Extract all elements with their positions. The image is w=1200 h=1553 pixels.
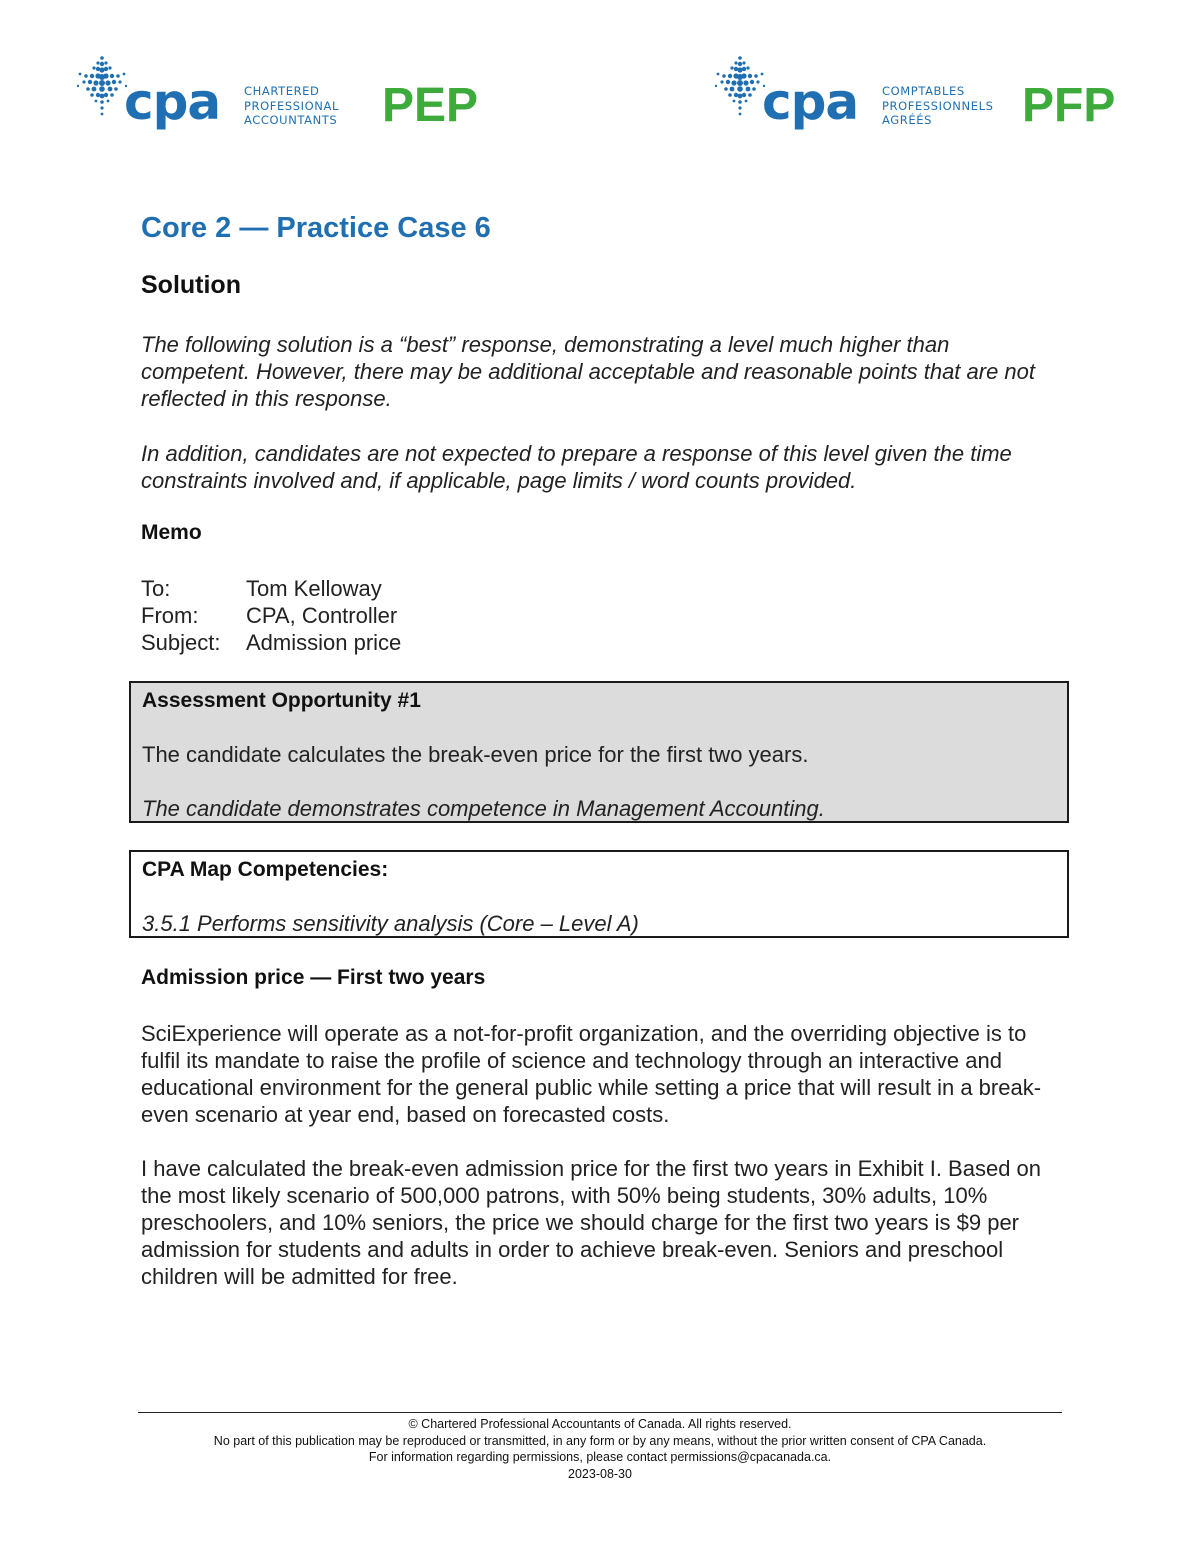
memo-value: CPA, Controller	[246, 603, 398, 628]
leaf-dot	[100, 94, 105, 99]
leaf-dot	[738, 94, 743, 99]
leaf-dot	[728, 93, 732, 97]
leaf-dot	[77, 85, 79, 87]
leaf-dot	[730, 87, 735, 92]
body-paragraph: I have calculated the break-even admission price for the first two years in Exhibit I. Based on the most likely scenario of 500,000 patrons, with 50% being students, 30% adults, 10% preschoolers, and 10% seniors, the price we should charge for the first two years is $9 per admission for students and adults in order to achieve break-even. Seniors and preschool children will be admitted for free.	[141, 1156, 1042, 1289]
maple-leaf-dots-icon	[710, 52, 770, 122]
memo-to-row	[141, 575, 401, 602]
tagline-line: AGRÉÉS	[882, 113, 932, 127]
memo-value: Admission price	[246, 630, 402, 655]
program-label: PEP	[382, 79, 479, 132]
leaf-dot	[110, 74, 114, 78]
tagline-line: CHARTERED	[244, 84, 320, 98]
leaf-dot	[720, 80, 723, 83]
leaf-dot	[748, 93, 752, 97]
cpa-map-competencies-box	[129, 850, 1069, 938]
leaf-dot	[733, 100, 736, 103]
leaf-dot	[112, 80, 116, 84]
assessment-opportunity-box	[129, 681, 1069, 823]
leaf-dot	[96, 93, 100, 97]
leaf-dot	[99, 67, 104, 72]
leaf-dot	[110, 93, 114, 97]
assessment-competence: The candidate demonstrates competence in Management Accounting.	[142, 796, 825, 821]
leaf-dot	[100, 56, 104, 60]
page-title: Core 2 — Practice Case 6	[141, 212, 491, 244]
leaf-dot	[728, 74, 732, 78]
logo-tagline	[244, 84, 374, 128]
leaf-dot	[90, 74, 94, 78]
cpa-wordmark: cpa	[762, 73, 859, 131]
leaf-dot	[748, 74, 752, 78]
leaf-dot	[742, 93, 746, 97]
leaf-dot	[745, 100, 748, 103]
footer-notice: No part of this publication may be reproduced or transmitted, in any form or by any means, without the prior written consent of CPA Canada.	[213, 1433, 987, 1448]
leaf-dot	[84, 74, 88, 78]
tagline-line: COMPTABLES	[882, 84, 965, 98]
leaf-dot	[738, 106, 741, 109]
leaf-dot	[737, 74, 743, 80]
leaf-dot	[108, 87, 113, 92]
tagline-line: PROFESSIONNELS	[882, 98, 994, 113]
assessment-description: The candidate calculates the break-even price for the first two years.	[142, 742, 809, 767]
leaf-dot	[104, 61, 107, 64]
leaf-dot	[715, 85, 717, 87]
leaf-dot	[739, 113, 742, 116]
leaf-dot	[738, 56, 742, 60]
leaf-dot	[107, 100, 110, 103]
leaf-dot	[754, 74, 758, 78]
competency-item: 3.5.1 Performs sensitivity analysis (Core – Level A)	[142, 911, 639, 936]
intro-paragraph: The following solution is a “best” response, demonstrating a level much higher than competent. However, there may be additional acceptable and reasonable points that are not reflected in this response.	[141, 332, 1036, 411]
leaf-dot	[737, 86, 743, 92]
leaf-dot	[99, 74, 105, 80]
memo-label: Memo	[141, 521, 202, 544]
footer-contact: For information regarding permissions, please contact permissions@cpacanada.ca.	[368, 1450, 832, 1464]
leaf-dot	[99, 80, 105, 86]
leaf-dot	[118, 80, 121, 83]
leaf-dot	[90, 93, 94, 97]
leaf-dot	[82, 80, 85, 83]
leaf-dot	[750, 80, 754, 84]
leaf-dot	[95, 100, 98, 103]
leaf-dot	[738, 62, 742, 66]
memo-key: From:	[141, 603, 199, 628]
memo-header	[141, 575, 401, 656]
leaf-dot	[100, 62, 104, 66]
leaf-dot	[717, 73, 720, 76]
leaf-dot	[96, 61, 99, 64]
leaf-dot	[101, 113, 104, 116]
maple-leaf-dots-icon	[72, 52, 132, 122]
section-heading: Admission price — First two years	[141, 966, 486, 989]
page-subtitle: Solution	[141, 271, 241, 299]
leaf-dot	[743, 80, 748, 85]
tagline-line: ACCOUNTANTS	[244, 113, 338, 127]
leaf-dot	[86, 87, 90, 91]
cpa-wordmark: cpa	[124, 73, 221, 131]
leaf-dot	[108, 66, 111, 69]
memo-key: Subject:	[141, 630, 221, 655]
memo-subject-row	[141, 629, 401, 656]
leaf-dot	[737, 80, 743, 86]
leaf-dot	[88, 80, 92, 84]
logo-tagline	[882, 84, 1012, 128]
footer-divider	[138, 1412, 1062, 1413]
leaf-dot	[726, 80, 730, 84]
leaf-dot	[738, 100, 742, 104]
page-footer	[0, 1416, 1200, 1482]
memo-from-row	[141, 602, 401, 629]
tagline-line: PROFESSIONAL	[244, 98, 339, 113]
leaf-dot	[105, 80, 110, 85]
leaf-dot	[730, 66, 733, 69]
cpa-logo-english	[72, 52, 492, 142]
leaf-dot	[734, 61, 737, 64]
leaf-dot	[100, 106, 103, 109]
leaf-dot	[734, 93, 738, 97]
assessment-header: Assessment Opportunity #1	[142, 689, 421, 712]
leaf-dot	[116, 74, 120, 78]
leaf-dot	[746, 66, 749, 69]
leaf-dot	[722, 74, 726, 78]
memo-key: To:	[141, 576, 171, 601]
intro-paragraph: In addition, candidates are not expected to prepare a response of this level given the time constraints involved and, if applicable, page limits / word counts provided.	[141, 441, 1012, 493]
footer-copyright: © Chartered Professional Accountants of Canada. All rights reserved.	[408, 1417, 792, 1431]
leaf-dot	[100, 100, 104, 104]
leaf-dot	[93, 80, 98, 85]
leaf-dot	[731, 80, 736, 85]
leaf-dot	[114, 87, 118, 91]
leaf-dot	[104, 93, 108, 97]
leaf-dot	[742, 61, 745, 64]
leaf-dot	[756, 80, 759, 83]
leaf-dot	[752, 87, 756, 91]
leaf-dot	[99, 86, 105, 92]
leaf-dot	[746, 87, 751, 92]
leaf-dot	[92, 87, 97, 92]
leaf-dot	[92, 66, 95, 69]
competencies-header: CPA Map Competencies:	[142, 858, 389, 881]
program-label: PFP	[1022, 79, 1116, 132]
leaf-dot	[724, 87, 728, 91]
footer-date: 2023-08-30	[568, 1466, 632, 1481]
memo-value: Tom Kelloway	[246, 576, 382, 601]
leaf-dot	[79, 73, 82, 76]
body-paragraph: SciExperience will operate as a not-for-profit organization, and the overriding objective is to fulfil its mandate to raise the profile of science and technology through an interactive and educational environment for the general public while setting a price that will result in a break-even scenario at year end, based on forecasted costs.	[141, 1021, 1042, 1127]
cpa-logo-french	[710, 52, 1130, 142]
leaf-dot	[737, 67, 742, 72]
